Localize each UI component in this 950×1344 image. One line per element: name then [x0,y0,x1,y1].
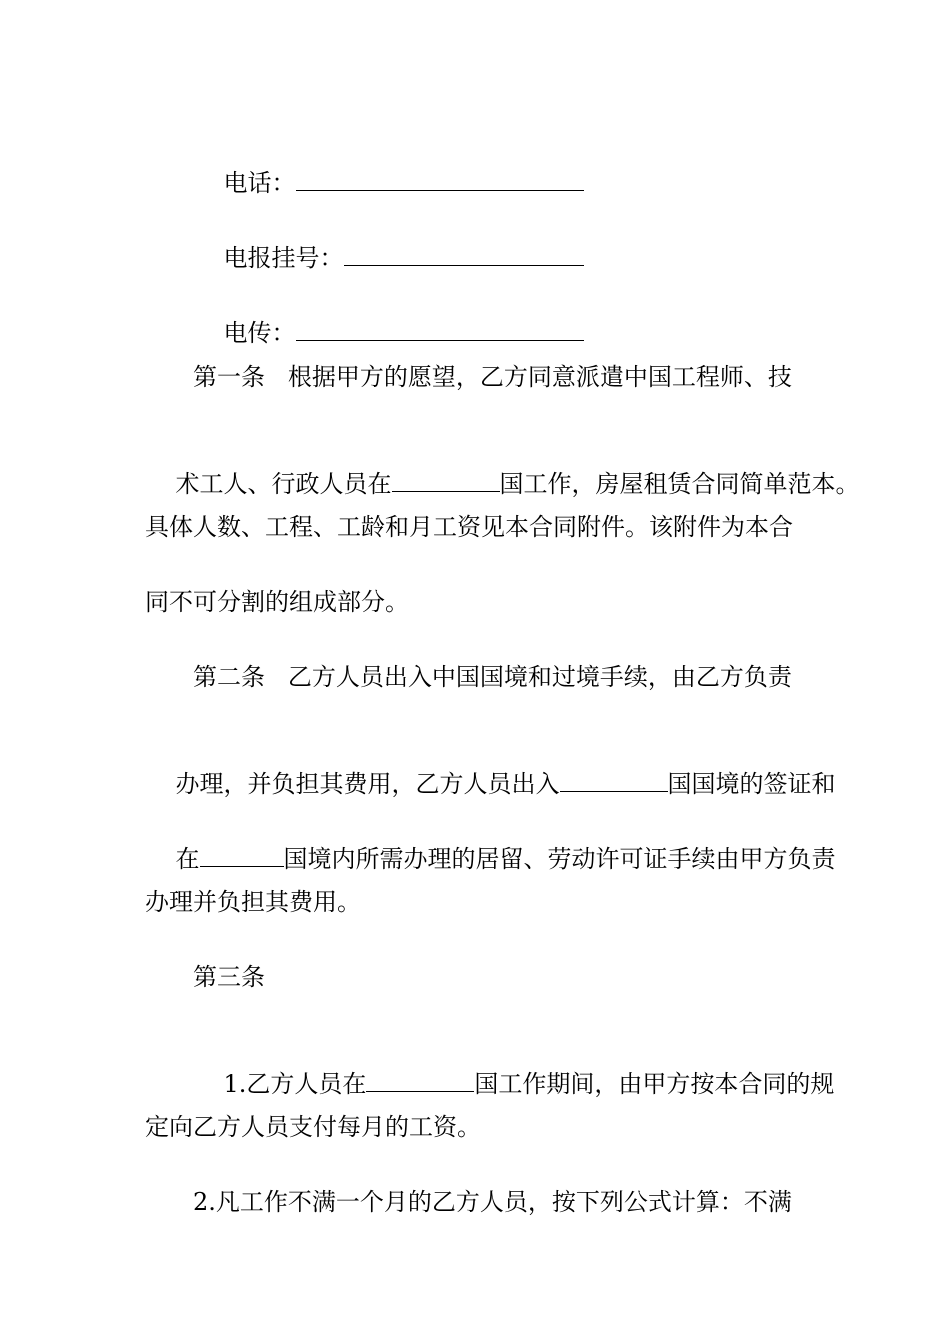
phone-label: 电话： [223,169,296,197]
article3-heading: 第三条 [193,963,265,991]
article3-item1-line2: 定向乙方人员支付每月的工资。 [145,1113,481,1141]
article1-line1: 第一条 根据甲方的愿望，乙方同意派遣中国工程师、技 [193,363,792,391]
article3-item1: 1.乙方人员在 国工作期间，由甲方按本合同的规 [223,1070,835,1098]
article2-line3: 在 国境内所需办理的居留、劳动许可证手续由甲方负责 [175,845,836,873]
fax-blank[interactable] [296,318,584,341]
article1-line3: 具体人数、工程、工龄和月工资见本合同附件。该附件为本合 [145,513,793,541]
country-blank-4[interactable] [366,1069,474,1092]
country-blank-2[interactable] [560,769,668,792]
fax-label: 电传： [223,319,296,347]
country-blank-1[interactable] [392,469,500,492]
article2-line1: 第二条 乙方人员出入中国国境和过境手续，由乙方负责 [193,663,792,691]
phone-blank[interactable] [296,168,584,191]
article1-line2: 术工人、行政人员在 国工作，房屋租赁合同简单范本。 [175,470,860,498]
article2-line4: 办理并负担其费用。 [145,888,361,916]
article2-line2: 办理，并负担其费用，乙方人员出入 国国境的签证和 [175,770,836,798]
country-blank-3[interactable] [200,844,284,867]
article3-item2: 2.凡工作不满一个月的乙方人员，按下列公式计算：不满 [193,1188,792,1216]
article1-line4: 同不可分割的组成部分。 [145,588,409,616]
cable-blank[interactable] [344,243,584,266]
cable-label: 电报挂号： [223,244,344,272]
